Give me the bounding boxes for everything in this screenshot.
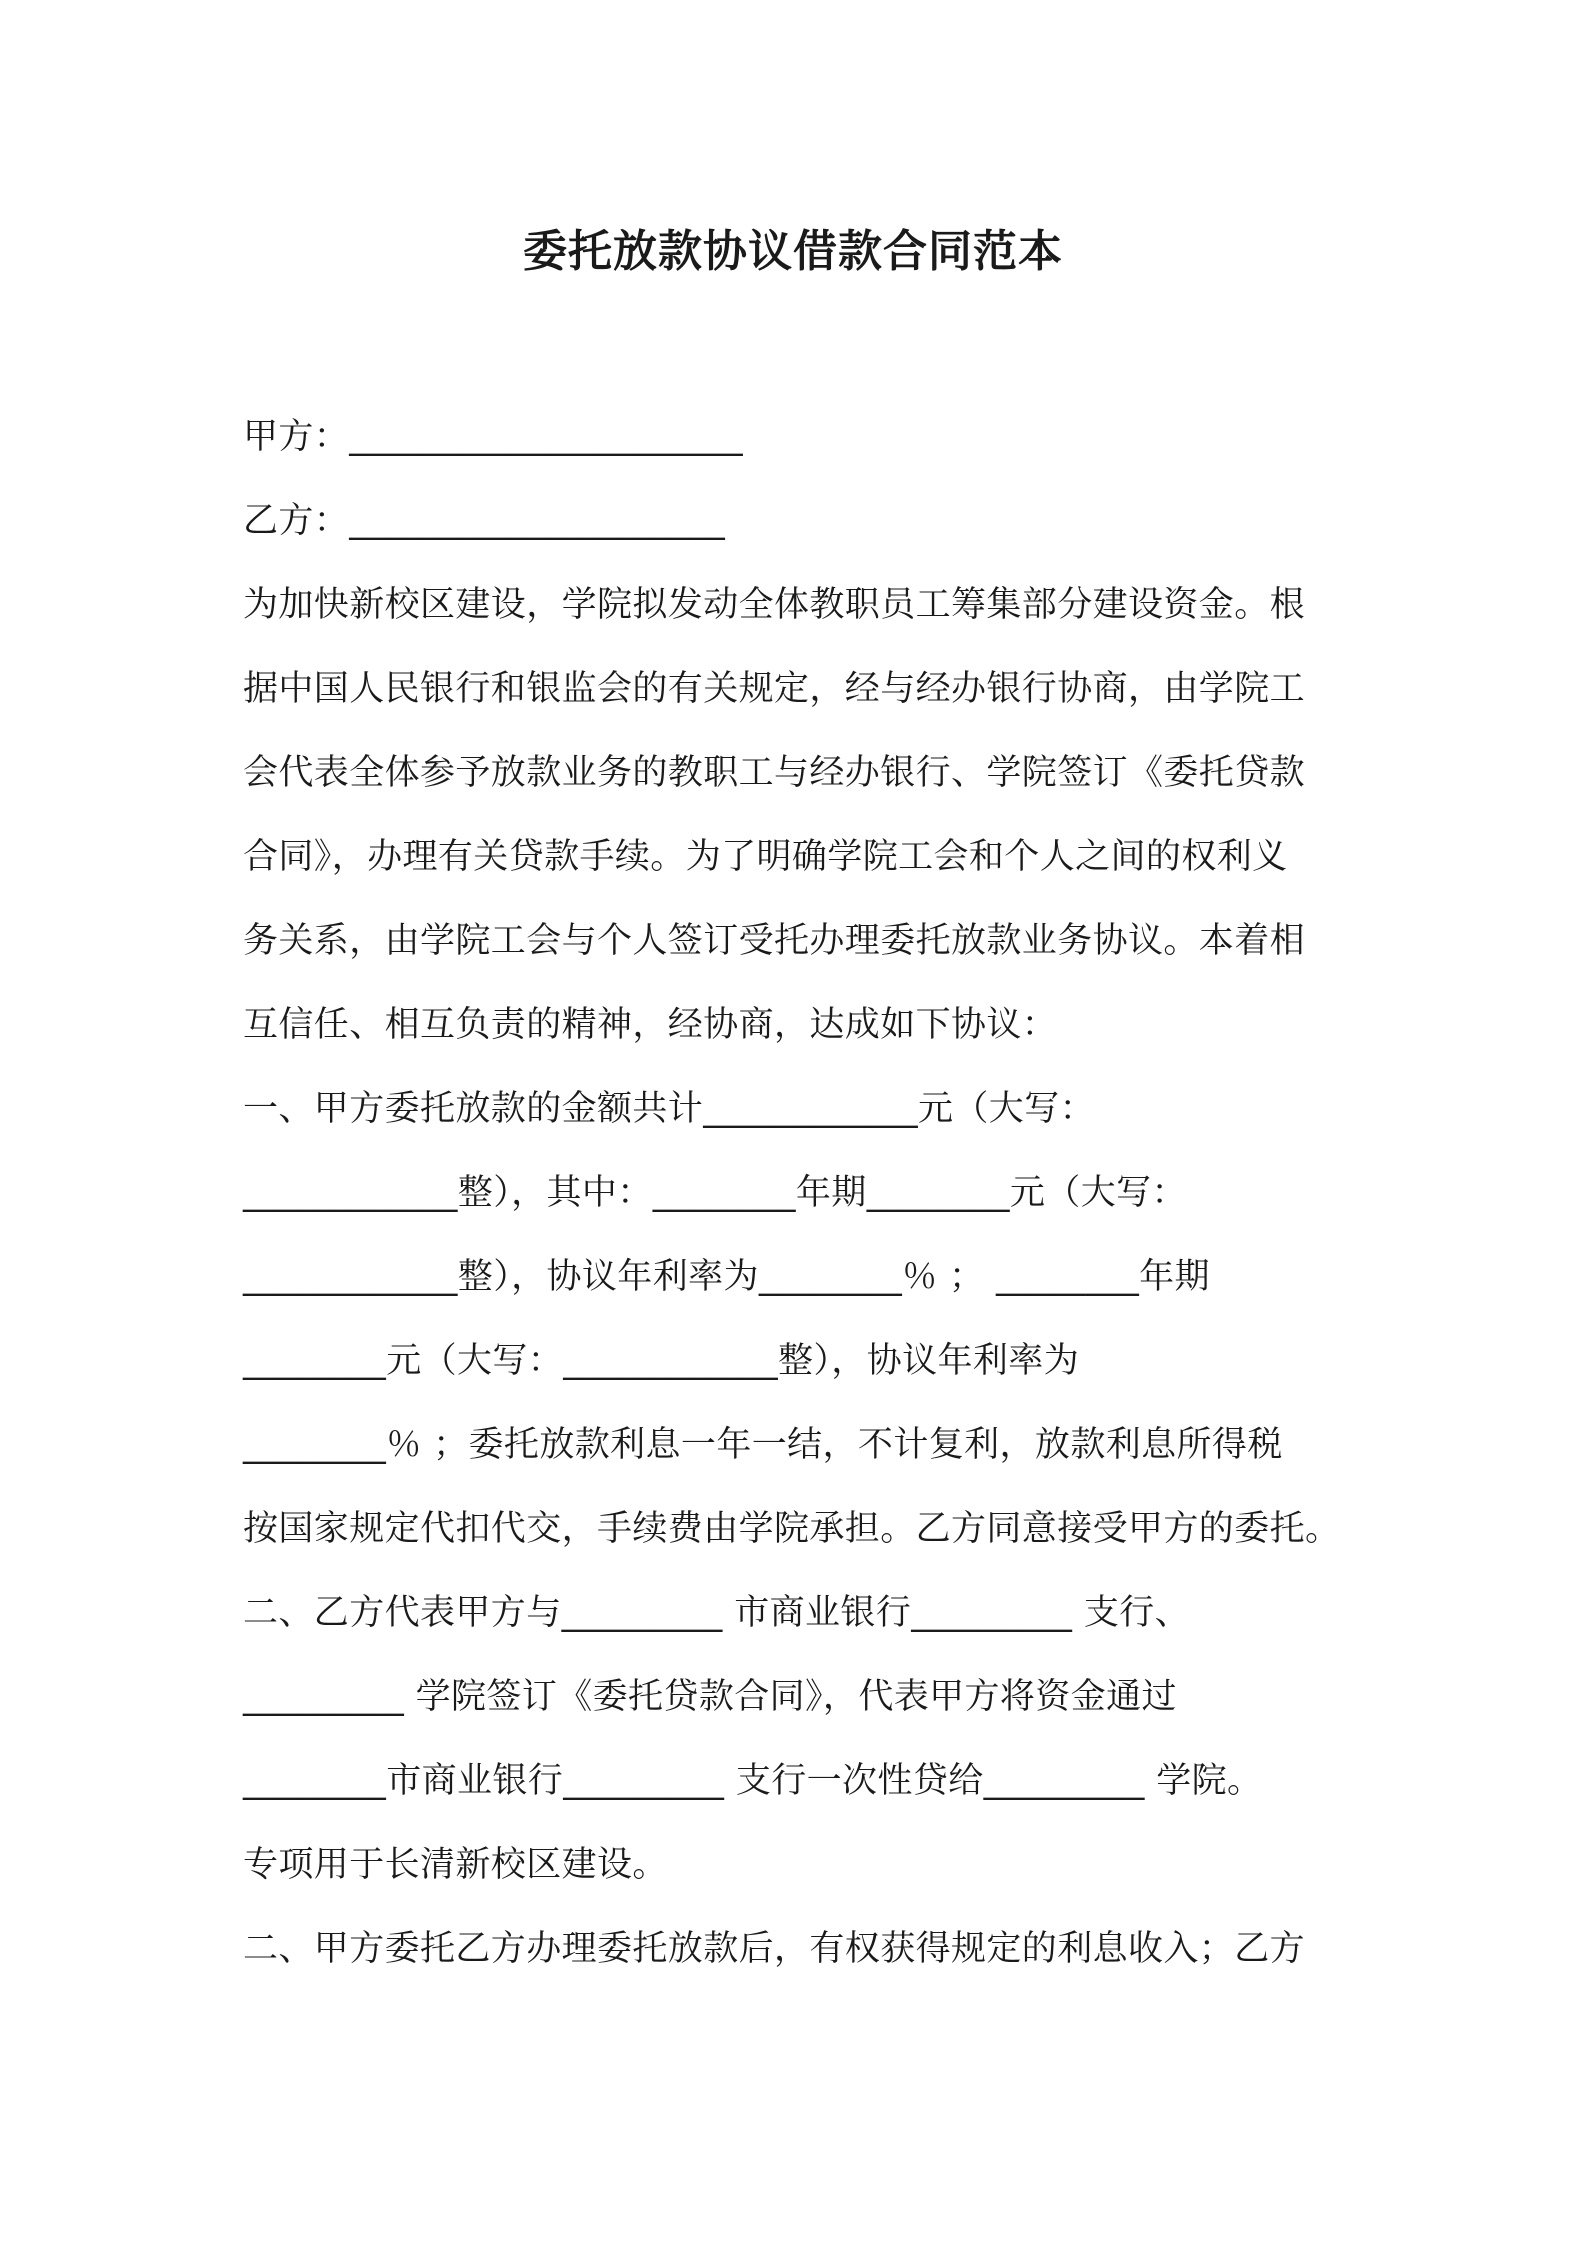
body-line-6: 互信任、相互负责的精神，经协商，达成如下协议： (243, 1005, 1058, 1045)
clause-1-line-2: ____________整），其中：________年期________元（大写： (243, 1173, 1187, 1213)
clause-2-line-2: _________ 学院签订《委托贷款合同》，代表甲方将资金通过 (243, 1677, 1177, 1717)
party-a-line: 甲方：______________________ (243, 417, 744, 457)
clause-1-line-4: ________元（大写：____________整），协议年利率为 (243, 1341, 1080, 1381)
body-line-4: 合同》，办理有关贷款手续。为了明确学院工会和个人之间的权利义 (243, 837, 1288, 877)
clause-2-line-3: ________市商业银行_________ 支行一次性贷给_________ 学院。 (243, 1761, 1263, 1801)
clause-3-line-1: 二、甲方委托乙方办理委托放款后，有权获得规定的利息收入；乙方 (243, 1929, 1306, 1969)
clause-2-line-4: 专项用于长清新校区建设。 (243, 1845, 668, 1885)
clause-1-line-1: 一、甲方委托放款的金额共计____________元（大写： (243, 1089, 1096, 1129)
body-line-1: 为加快新校区建设，学院拟发动全体教职员工筹集部分建设资金。根 (243, 585, 1306, 625)
clause-1-line-5: ________％ ；委托放款利息一年一结，不计复利，放款利息所得税 (243, 1425, 1283, 1465)
clause-1-line-6: 按国家规定代扣代交，手续费由学院承担。乙方同意接受甲方的委托。 (243, 1509, 1341, 1549)
party-b-line: 乙方：_____________________ (243, 501, 726, 541)
clause-2-line-1: 二、乙方代表甲方与_________ 市商业银行_________ 支行、 (243, 1593, 1191, 1633)
document-title: 委托放款协议借款合同范本 (523, 226, 1063, 277)
body-line-5: 务关系，由学院工会与个人签订受托办理委托放款业务协议。本着相 (243, 921, 1306, 961)
body-line-2: 据中国人民银行和银监会的有关规定，经与经办银行协商，由学院工 (243, 669, 1306, 709)
body-line-3: 会代表全体参予放款业务的教职工与经办银行、学院签订《委托贷款 (243, 753, 1306, 793)
clause-1-line-3: ____________整），协议年利率为________％ ； ________年期 (243, 1257, 1210, 1297)
